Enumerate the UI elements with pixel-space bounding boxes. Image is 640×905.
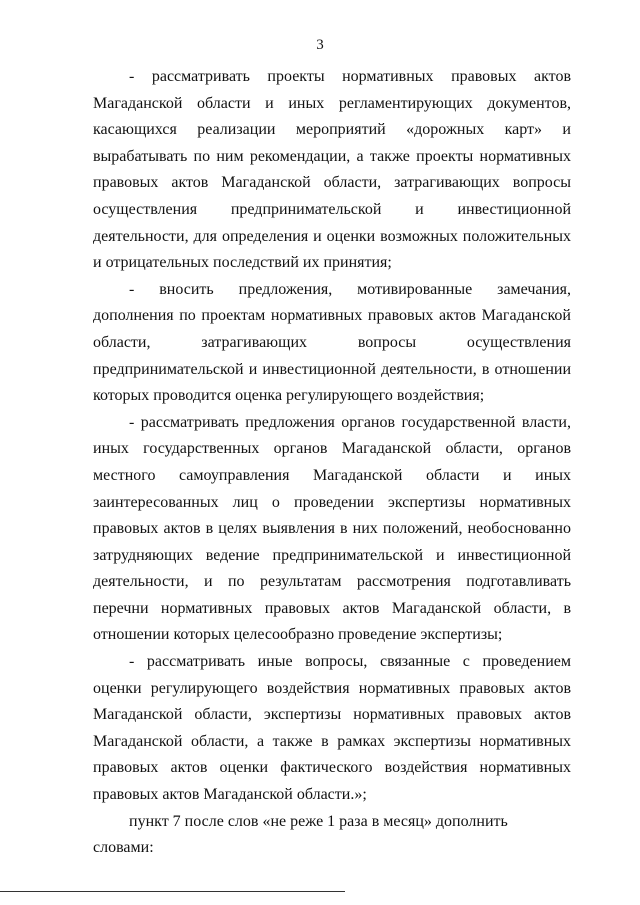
paragraph-review-drafts: - рассматривать проекты нормативных правовых актов Магаданской области и иных регламентирующих документов, касающихся реализации мероприятий «дорожных карт» и вырабатывать по ним рекомендации, а также проекты нормативных правовых актов Магаданской области, затрагивающих вопросы осуществления предпринимательской и инвестиционной деятельности, для определения и оценки возможных положительных и отрицательных последствий их принятия; [93,68,571,272]
paragraph-review-expertise-proposals: - рассматривать предложения органов государственной власти, иных государственных органов Магаданской области, органов местного самоуправления Магаданской области и иных заинтересованных лиц о проведении экспертизы нормативных правовых актов в целях выявления в них положений, необоснованно затрудняющих ведение предпринимательской и инвестиционной деятельности, и по результатам рассмотрения подготавливать перечни нормативных правовых актов Магаданской области, в отношении которых целесообразно проведение экспертизы; [93,413,571,644]
footer-divider [0,891,345,892]
paragraph-clause-7: пункт 7 после слов «не реже 1 раза в месяц» дополнить словами: [93,812,508,857]
document-body [93,64,571,862]
page-number: 3 [316,37,324,53]
paragraph-submit-proposals: - вносить предложения, мотивированные замечания, дополнения по проектам нормативных правовых актов Магаданской области, затрагивающих вопросы осуществления предпринимательской и инвестиционной деятельности, в отношении которых проводится оценка регулирующего воздействия; [93,280,571,405]
paragraph-other-questions: - рассматривать иные вопросы, связанные с проведением оценки регулирующего воздействия нормативных правовых актов Магаданской области, экспертизы нормативных правовых актов Магаданской области, а также в рамках экспертизы нормативных правовых актов оценки фактического воздействия нормативных правовых актов Магаданской области.»; [93,653,571,804]
